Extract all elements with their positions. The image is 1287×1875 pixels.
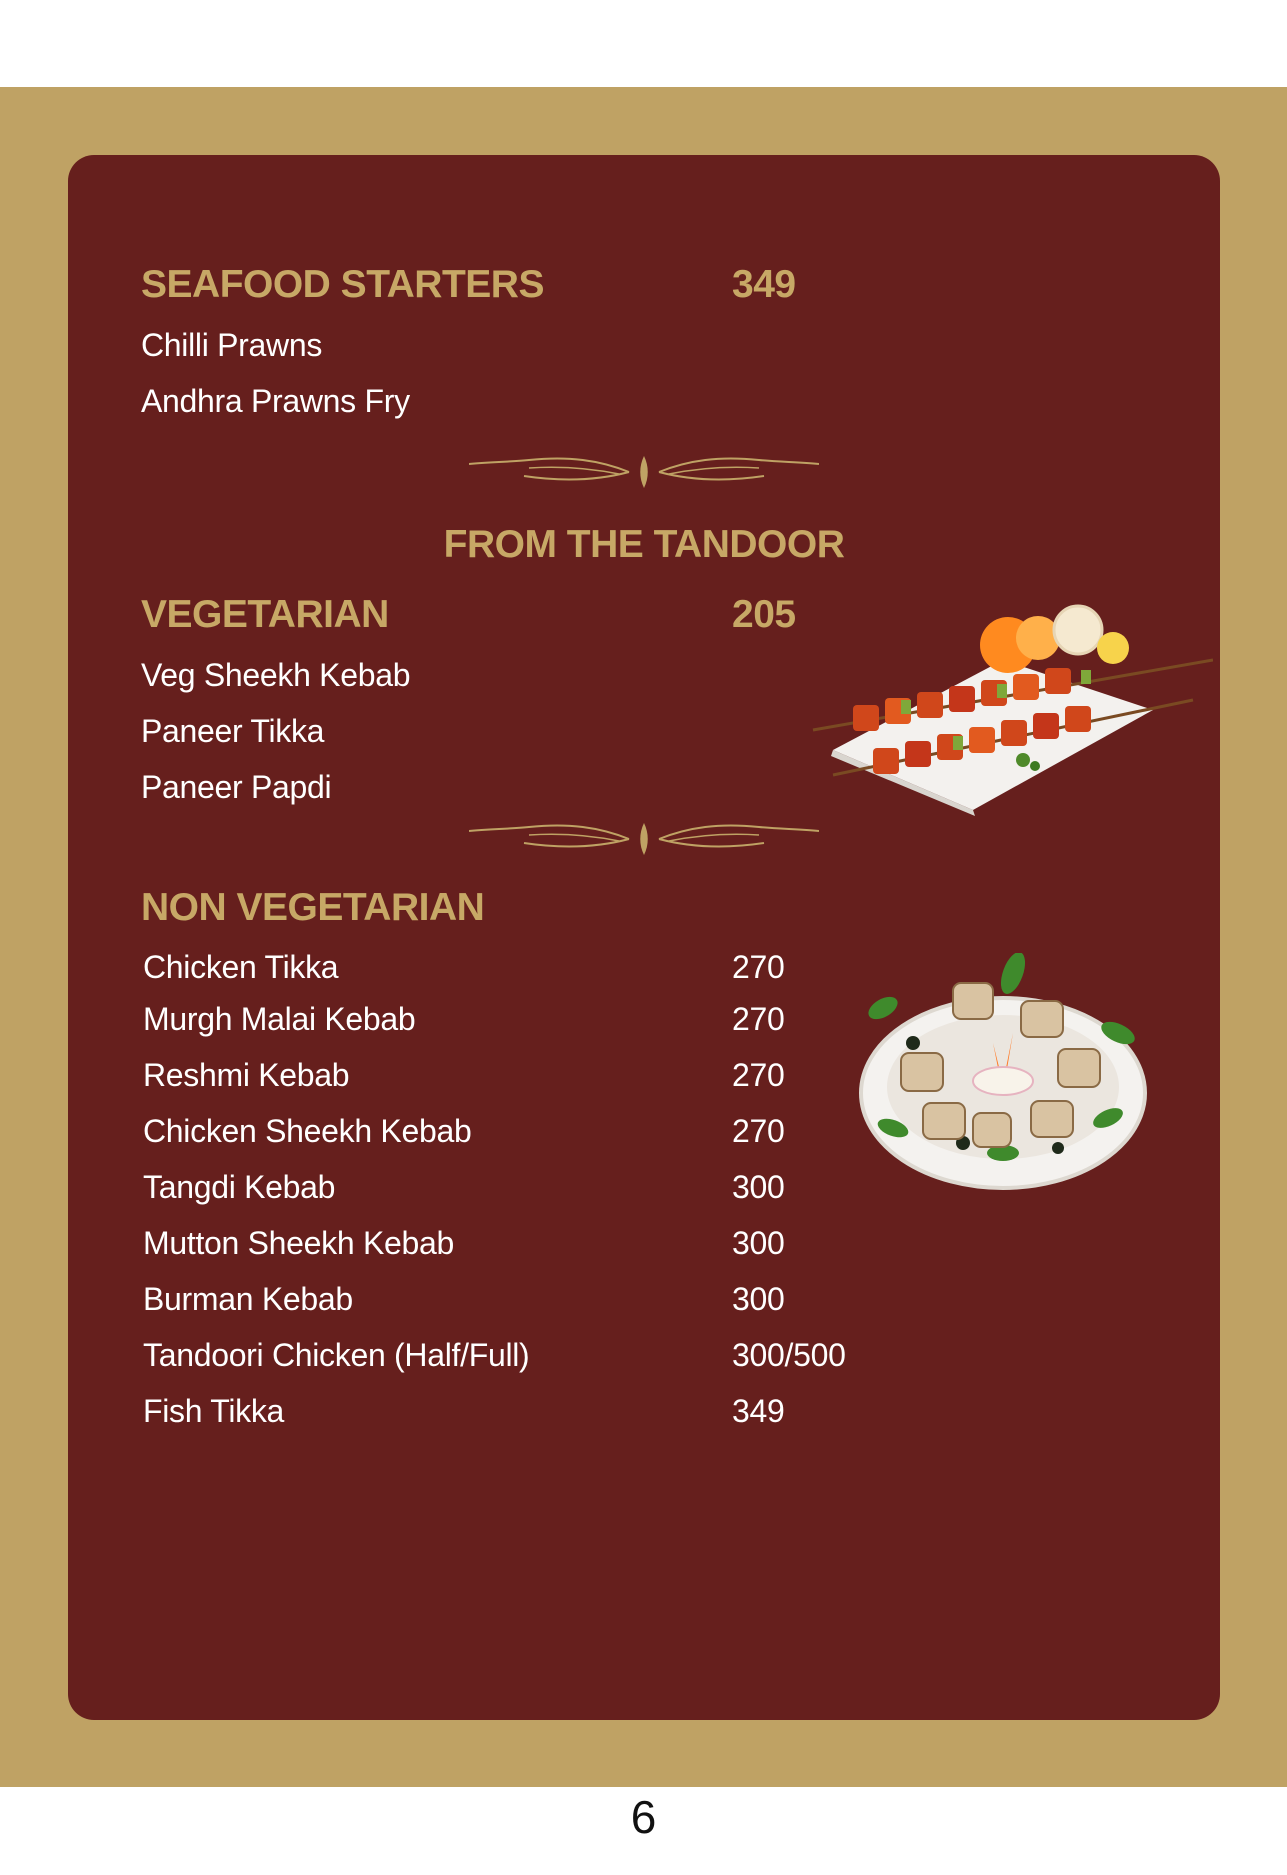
menu-item-price: 270 — [732, 949, 785, 985]
menu-item-name: Fish Tikka — [143, 1393, 285, 1429]
non-vegetarian-heading: NON VEGETARIAN — [141, 886, 485, 929]
menu-item-name: Reshmi Kebab — [143, 1057, 350, 1093]
menu-item-name: Chicken Sheekh Kebab — [143, 1113, 472, 1149]
ornamental-divider-icon — [469, 817, 819, 861]
menu-item: Chilli Prawns — [141, 327, 323, 363]
seafood-starters-price: 349 — [732, 263, 796, 306]
from-the-tandoor-heading: FROM THE TANDOOR — [443, 523, 845, 566]
ornamental-divider-icon — [469, 450, 819, 494]
menu-item-name: Mutton Sheekh Kebab — [143, 1225, 454, 1261]
menu-panel — [68, 155, 1220, 1720]
menu-item-price: 300/500 — [732, 1337, 846, 1373]
menu-item: Paneer Tikka — [141, 713, 325, 749]
menu-item: Veg Sheekh Kebab — [141, 657, 411, 693]
menu-item-name: Tangdi Kebab — [143, 1169, 336, 1205]
seafood-starters-heading: SEAFOOD STARTERS — [141, 263, 544, 306]
menu-item-price: 300 — [732, 1281, 785, 1317]
paneer-tikka-skewers-image — [793, 600, 1213, 825]
menu-item-name: Burman Kebab — [143, 1281, 353, 1317]
menu-item-name: Murgh Malai Kebab — [143, 1001, 416, 1037]
menu-item-price: 300 — [732, 1169, 785, 1205]
menu-item-name: Tandoori Chicken (Half/Full) — [143, 1337, 530, 1373]
vegetarian-price: 205 — [732, 593, 796, 636]
menu-item-price: 270 — [732, 1001, 785, 1037]
menu-item-price: 270 — [732, 1113, 785, 1149]
menu-item-name: Chicken Tikka — [143, 949, 339, 985]
menu-item-price: 300 — [732, 1225, 785, 1261]
menu-item: Paneer Papdi — [141, 769, 332, 805]
menu-item-price: 270 — [732, 1057, 785, 1093]
page-number: 6 — [630, 1791, 657, 1843]
menu-item: Andhra Prawns Fry — [141, 383, 410, 419]
vegetarian-heading: VEGETARIAN — [141, 593, 389, 636]
menu-item-price: 349 — [732, 1393, 785, 1429]
chicken-tikka-plate-image — [853, 953, 1153, 1198]
